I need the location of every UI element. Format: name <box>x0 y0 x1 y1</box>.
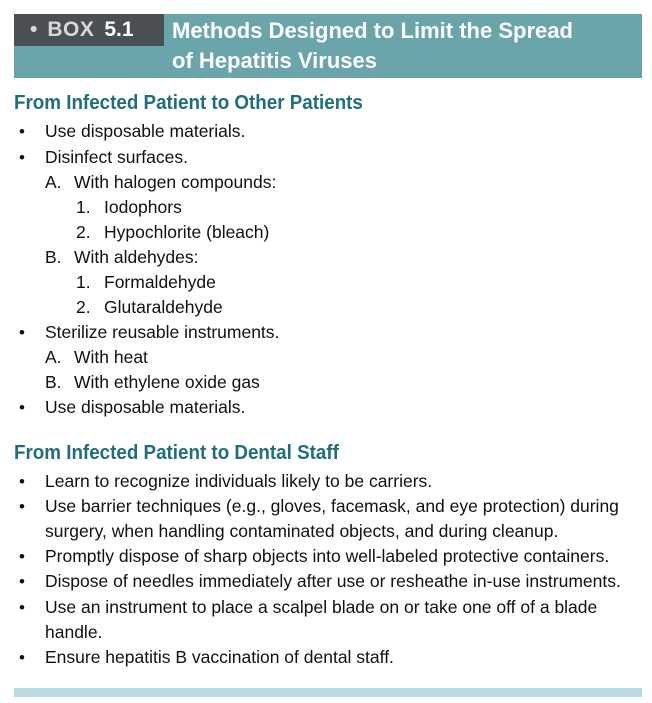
list-item-text: Use disposable materials. <box>45 397 246 417</box>
sub-item-text: With halogen compounds: <box>74 172 277 192</box>
list-item-text: Sterilize reusable instruments. <box>45 322 280 342</box>
sub-item-mark: B. <box>45 372 62 392</box>
box-title-line-1: Methods Designed to Limit the Spread <box>172 18 573 43</box>
bullet-icon: • <box>19 598 25 617</box>
sub-item-mark: A. <box>45 172 62 192</box>
sub-sub-item-mark: 2. <box>76 222 91 242</box>
sub-sub-item-text: Formaldehyde <box>104 272 216 292</box>
bullet-icon: • <box>19 398 25 417</box>
bottom-divider <box>14 688 642 697</box>
list-item-text: Use disposable materials. <box>45 121 246 141</box>
bullet-icon: • <box>19 648 25 667</box>
bullet-icon: • <box>19 572 25 591</box>
bullet-icon: • <box>19 148 25 167</box>
bullet-icon: • <box>19 122 25 141</box>
box-label <box>14 14 164 46</box>
list-item-text: handle. <box>45 622 103 642</box>
list-item-text: Use an instrument to place a scalpel blade on or take one off of a blade <box>45 597 598 617</box>
sub-item-mark: A. <box>45 347 62 367</box>
box-header <box>14 14 642 78</box>
box-word: BOX <box>47 18 95 41</box>
sub-sub-item-mark: 2. <box>76 297 91 317</box>
sub-item-mark: B. <box>45 247 62 267</box>
section-title-dental-staff: From Infected Patient to Dental Staff <box>14 442 339 464</box>
bullet-icon: • <box>19 323 25 342</box>
box-title-line-2: of Hepatitis Viruses <box>172 48 377 73</box>
bullet-icon: • <box>19 547 25 566</box>
sub-item-text: With ethylene oxide gas <box>74 372 260 392</box>
list-item-text: Ensure hepatitis B vaccination of dental staff. <box>45 647 394 667</box>
list-item-text: Disinfect surfaces. <box>45 147 188 167</box>
sub-item-text: With heat <box>74 347 148 367</box>
sub-sub-item-text: Hypochlorite (bleach) <box>104 222 270 242</box>
list-item-text: Dispose of needles immediately after use or resheathe in-use instruments. <box>45 571 621 591</box>
section-title-patients: From Infected Patient to Other Patients <box>14 92 363 114</box>
bullet-icon: • <box>19 497 25 516</box>
box-title <box>172 16 632 76</box>
bullet-icon: • <box>19 472 25 491</box>
box-number: 5.1 <box>104 18 134 41</box>
sub-sub-item-mark: 1. <box>76 272 91 292</box>
box-bullet: • <box>30 18 38 41</box>
list-item-text: surgery, when handling contaminated objects, and during cleanup. <box>45 521 559 541</box>
sub-sub-item-text: Iodophors <box>104 197 182 217</box>
list-item-text: Promptly dispose of sharp objects into well-labeled protective containers. <box>45 546 610 566</box>
list-item-text: Use barrier techniques (e.g., gloves, facemask, and eye protection) during <box>45 496 619 516</box>
sub-sub-item-mark: 1. <box>76 197 91 217</box>
list-item-text: Learn to recognize individuals likely to be carriers. <box>45 471 433 491</box>
sub-sub-item-text: Glutaraldehyde <box>104 297 223 317</box>
sub-item-text: With aldehydes: <box>74 247 199 267</box>
